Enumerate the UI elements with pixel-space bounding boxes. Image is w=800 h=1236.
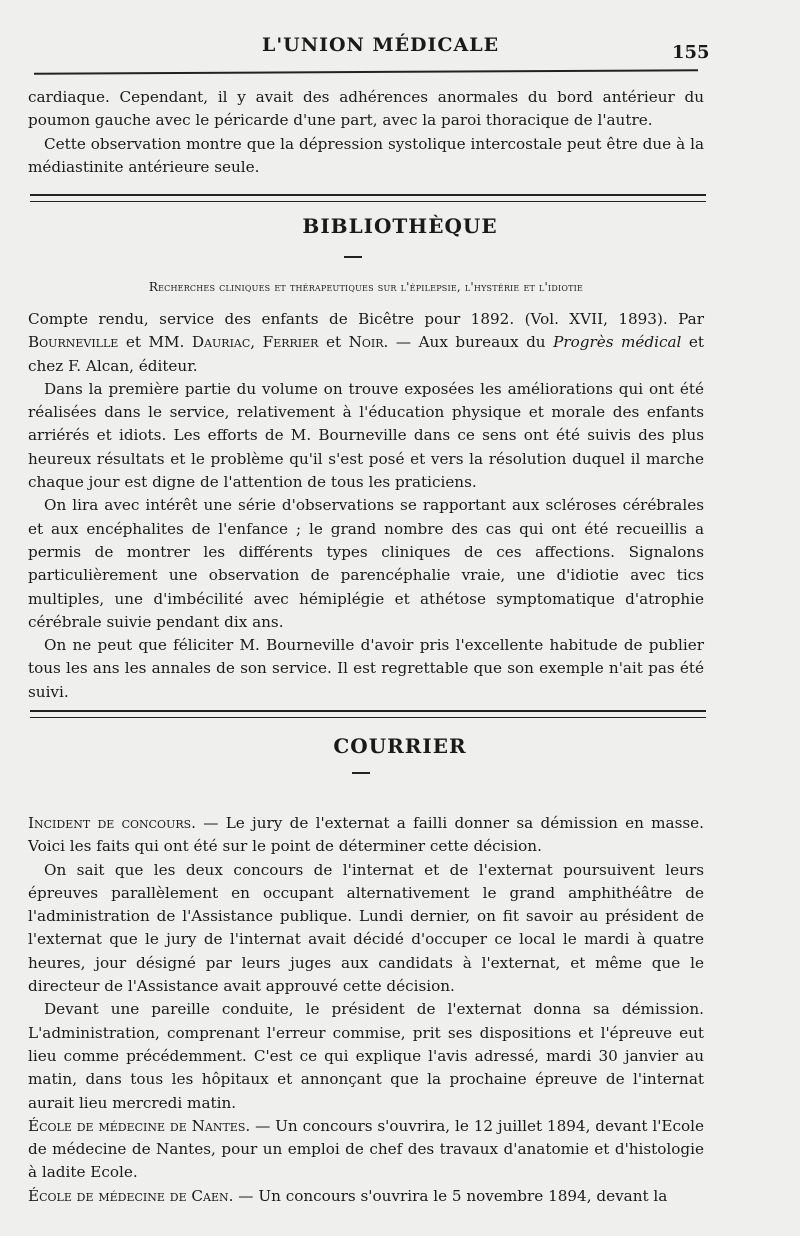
bibliotheque-dash	[344, 256, 362, 258]
bibliotheque-paragraph-1: Dans la première partie du volume on trouve exposées les améliorations qui ont été réalisées dans le service, relativement à l'éducation physique et morale des enfants arriérés et idiots. Les efforts de M. Bourneville dans ce sens ont été suivis des plus heureux résultats et le problème qu'il s'est posé et vers la résolution duquel il marche chaque jour est digne de l'attention de tous les praticiens.	[28, 379, 704, 492]
courrier-item-3-label: École de médecine de Caen.	[28, 1186, 234, 1205]
book-citation	[28, 308, 704, 378]
courrier-item-2	[28, 1115, 704, 1185]
section-divider-2	[30, 710, 706, 718]
bibliotheque-paragraph-3: On ne peut que féliciter M. Bourneville d'avoir pris l'excellente habitude de publier tous les ans les annales de son service. Il est regrettable que son exemple n'ait pas été suivi.	[28, 636, 704, 701]
citation-mid: . — Aux bureaux du	[383, 333, 554, 352]
header-rule	[34, 69, 698, 74]
citation-author-2: Dauriac	[191, 333, 251, 352]
citation-start: Compte rendu, service des enfants de Bicêtre pour 1892. (Vol. XVII, 1893). Par	[28, 310, 704, 328]
citation-journal: Progrès médical	[553, 333, 682, 352]
book-title: Recherches cliniques et thérapeutiques sur l'épilepsie, l'hystérie et l'idiotie	[148, 280, 584, 294]
section-divider-1	[30, 194, 706, 202]
courrier-item-1-label: Incident de concours.	[28, 814, 196, 832]
intro-block	[28, 86, 704, 179]
courrier-dash	[352, 772, 370, 774]
courrier-item-1-lead: — Le jury de l'externat a failli donner sa démission en masse. Voici les faits qui ont été sur le point de déterminer cette décision.	[28, 814, 704, 856]
bibliotheque-body	[28, 308, 704, 704]
citation-author-4: Noir	[348, 333, 384, 352]
courrier-item-3-text: — Un concours s'ouvrira le 5 novembre 1894, devant la	[233, 1186, 668, 1205]
intro-paragraph-1: cardiaque. Cependant, il y avait des adhérences anormales du bord antérieur du poumon gauche avec le péricarde d'une part, avec la paroi thoracique de l'autre.	[28, 88, 704, 130]
citation-and: et MM.	[118, 333, 192, 352]
citation-end: et chez F. Alcan, éditeur.	[28, 333, 705, 375]
courrier-body	[28, 812, 704, 1208]
courrier-item-3	[28, 1185, 704, 1208]
page-number: 155	[672, 42, 710, 63]
courrier-item-2-label: École de médecine de Nantes.	[28, 1116, 251, 1135]
citation-author-1: Bourneville	[28, 333, 119, 352]
courrier-item-1	[28, 812, 704, 859]
courrier-paragraph-2: Devant une pareille conduite, le président de l'externat donna sa démission. L'administration, comprenant l'erreur commise, prit ses dispositions et l'épreuve eut lieu comme précédemment. C'est ce qui explique l'avis adressé, mardi 30 janvier au matin, dans tous les hôpitaux et annonçant que la prochaine épreuve de l'internat aurait lieu mercredi matin.	[28, 1000, 704, 1112]
bibliotheque-paragraph-2: On lira avec intérêt une série d'observations se rapportant aux scléroses cérébrales et aux encéphalites de l'enfance ; le grand nombre des cas qui ont été recueillis a permis de montrer les différents types cliniques de ces affections. Signalons particulièrement une observation de parencéphalie vraie, une d'idiotie avec tics multiples, une d'imbécilité avec hémiplégie et athétose symptomatique d'atrophie cérébrale suivie pendant dix ans.	[28, 496, 704, 631]
intro-paragraph-2: Cette observation montre que la dépression systolique intercostale peut être due à la médiastinite antérieure seule.	[28, 134, 704, 176]
bibliotheque-heading: BIBLIOTHÈQUE	[302, 214, 498, 238]
courrier-heading: COURRIER	[333, 734, 467, 758]
running-head	[0, 34, 800, 64]
citation-author-3: Ferrier	[262, 333, 319, 352]
citation-sep: ,	[250, 333, 263, 352]
citation-and-2: et	[318, 333, 349, 352]
courrier-item-2-text: — Un concours s'ouvrira, le 12 juillet 1894, devant l'Ecole de médecine de Nantes, pour un emploi de chef des travaux d'anatomie et d'histologie à ladite Ecole.	[28, 1116, 705, 1182]
courrier-paragraph-1: On sait que les deux concours de l'internat et de l'externat poursuivent leurs épreuves parallèlement en occupant alternativement le grand amphithéâtre de l'administration de l'Assistance publique. Lundi dernier, on fit savoir au président de l'externat que le jury de l'internat avait décidé d'occuper ce local le mardi à quatre heures, jour désigné par leurs juges aux candidats à l'externat, et même que le directeur de l'Assistance avait approuvé cette décision.	[28, 860, 704, 996]
running-title: L'UNION MÉDICALE	[262, 34, 500, 56]
